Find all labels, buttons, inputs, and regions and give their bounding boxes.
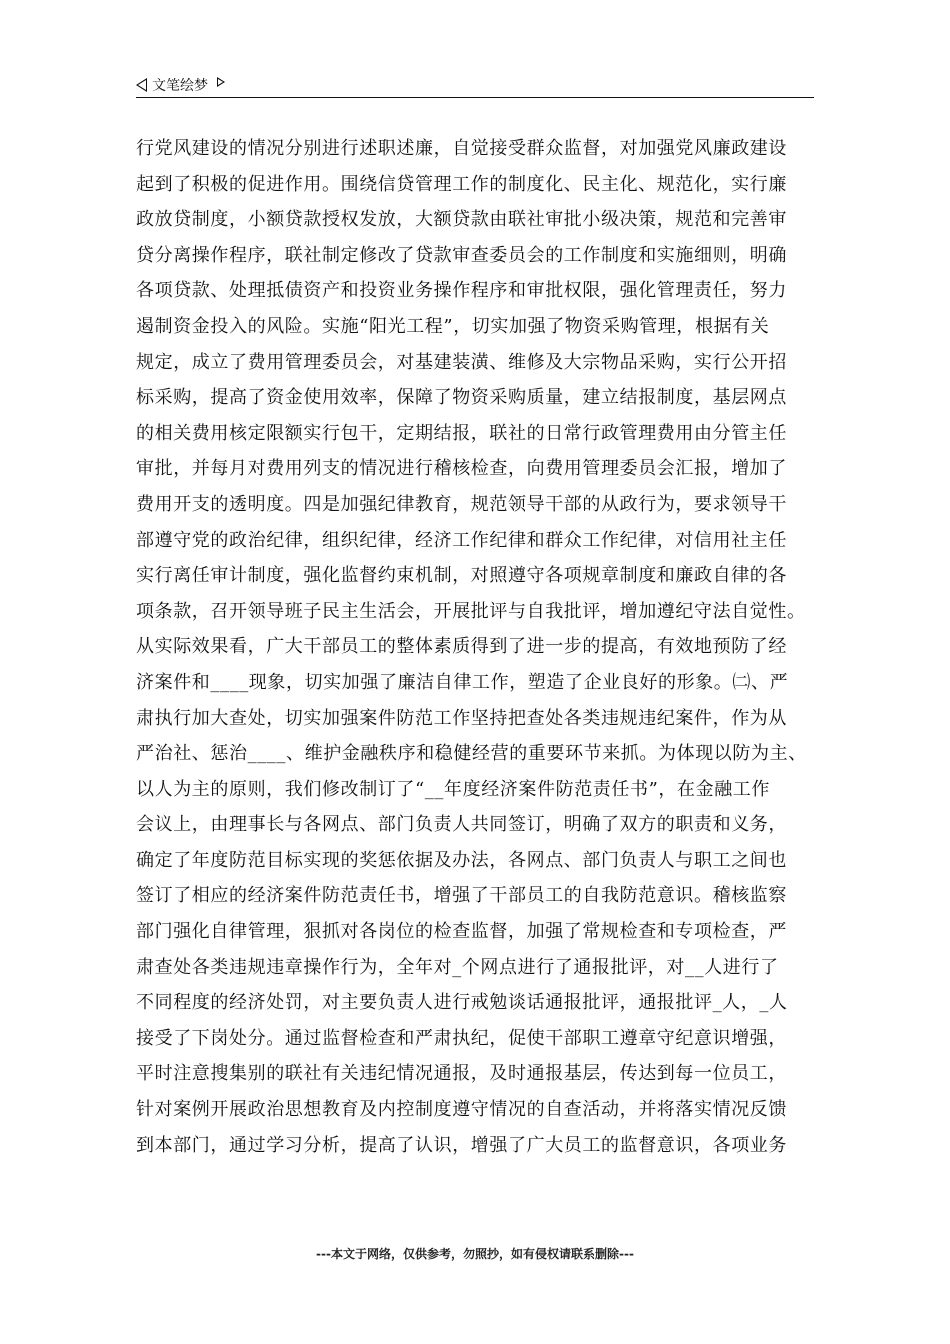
body-line: 针对案例开展政治思想教育及内控制度遵守情况的自查活动，并将落实情况反馈 (136, 1099, 787, 1121)
body-line: 费用开支的透明度。四是加强纪律教育，规范领导干部的从政行为，要求领导干 (136, 493, 787, 515)
body-line: 会议上，由理事长与各网点、部门负责人共同签订，明确了双方的职责和义务， (136, 814, 787, 836)
body-line: 严治社、惩治____、维护金融秩序和稳健经营的重要环节来抓。为体现以防为主、 (136, 743, 807, 765)
body-line: 各项贷款、处理抵债资产和投资业务操作程序和审批权限，强化管理责任，努力 (136, 280, 787, 302)
body-line: 行党风建设的情况分别进行述职述廉，自觉接受群众监督，对加强党风廉政建设 (136, 138, 787, 159)
body-line: 标采购，提高了资金使用效率，保障了物资采购质量，建立结报制度，基层网点 (136, 387, 787, 409)
body-line: 以人为主的原则，我们修改制订了“__年度经济案件防范责任书”，在金融工作 (136, 778, 771, 800)
body-line: 的相关费用核定限额实行包干，定期结报，联社的日常行政管理费用由分管主任 (136, 422, 787, 444)
body-line: 肃执行加大查处，切实加强案件防范工作坚持把查处各类违规违纪案件，作为从 (136, 707, 787, 729)
body-line: 贷分离操作程序，联社制定修改了贷款审查委员会的工作制度和实施细则，明确 (136, 244, 787, 266)
body-line: 从实际效果看，广大干部员工的整体素质得到了进一步的提高，有效地预防了经 (136, 636, 787, 658)
footer-note: ---本文于网络，仅供参考，勿照抄，如有侵权请联系删除--- (316, 1247, 634, 1261)
body-line: 实行离任审计制度，强化监督约束机制，对照遵守各项规章制度和廉政自律的各 (136, 565, 787, 587)
body-line: 不同程度的经济处罚，对主要负责人进行戒勉谈话通报批评，通报批评_人，_人 (136, 992, 788, 1014)
body-line: 接受了下岗处分。通过监督检查和严肃执纪，促使干部职工遵章守纪意识增强， (136, 1027, 787, 1049)
body-line: 确定了年度防范目标实现的奖惩依据及办法，各网点、部门负责人与职工之间也 (136, 849, 787, 871)
body-line: 审批，并每月对费用列支的情况进行稽核检查，向费用管理委员会汇报，增加了 (136, 458, 787, 480)
body-line: 到本部门，通过学习分析，提高了认识，增强了广大员工的监督意识，各项业务 (136, 1134, 787, 1156)
body-line: 部门强化自律管理，狠抓对各岗位的检查监督，加强了常规检查和专项检查，严 (136, 921, 787, 943)
body-line: 起到了积极的促进作用。围绕信贷管理工作的制度化、民主化、规范化，实行廉 (136, 173, 787, 195)
body-line: 项条款，召开领导班子民主生活会，开展批评与自我批评，增加遵纪守法自觉性。 (136, 600, 806, 622)
body-line: 遏制资金投入的风险。实施“阳光工程”，切实加强了物资采购管理，根据有关 (136, 315, 770, 337)
body-line: 肃查处各类违规违章操作行为，全年对_个网点进行了通报批评，对__人进行了 (136, 956, 779, 978)
body-line: 政放贷制度，小额贷款授权发放，大额贷款由联社审批小级决策，规范和完善审 (136, 209, 787, 231)
triangle-right-icon (217, 77, 225, 87)
body-line: 济案件和____现象，切实加强了廉洁自律工作，塑造了企业良好的形象。㈡、严 (136, 671, 789, 693)
document-body (136, 131, 826, 1163)
header-divider (136, 97, 814, 98)
body-line: 部遵守党的政治纪律，组织纪律，经济工作纪律和群众工作纪律，对信用社主任 (136, 529, 787, 551)
body-line: 规定，成立了费用管理委员会，对基建装潢、维修及大宗物品采购，实行公开招 (136, 351, 787, 373)
body-line: 签订了相应的经济案件防范责任书，增强了干部员工的自我防范意识。稽核监察 (136, 885, 787, 907)
triangle-left-icon (136, 78, 147, 92)
document-header (136, 74, 225, 96)
body-line: 平时注意搜集别的联社有关违纪情况通报，及时通报基层，传达到每一位员工， (136, 1063, 787, 1085)
header-title: 文笔绘梦 (152, 78, 208, 94)
